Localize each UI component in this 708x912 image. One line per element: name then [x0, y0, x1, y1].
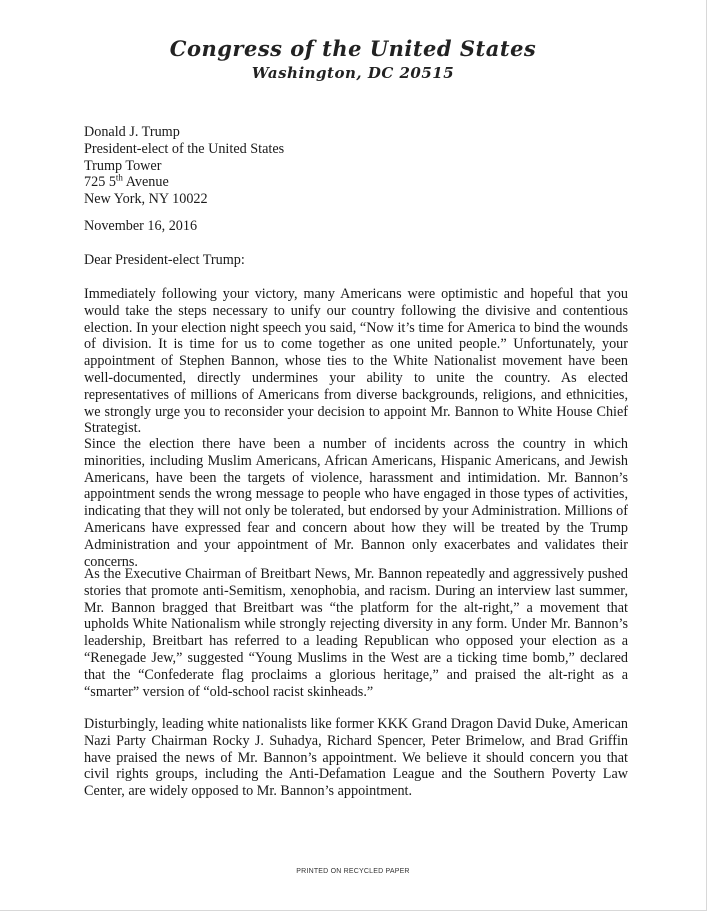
letter-date: November 16, 2016 [84, 218, 198, 234]
recipient-name: Donald J. Trump [84, 124, 180, 140]
paragraph-1: Immediately following your victory, many Americans were optimistic and hopeful that you would take the steps necessary to unify our country following the divisive and contentious election. In your election night speech you said, “Now it’s time for America to bind the wounds of division. It is time for us to come together as one united people.” Unfortunately, your appointment of Stephen Bannon, whose ties to the White Nationalist movement have been well-documented, directly undermines your ability to unite the country. As elected representatives of millions of Americans from diverse backgrounds, religions, and ethnicities, we strongly urge you to reconsider your decision to appoint Mr. Bannon to White House Chief Strategist. [84, 286, 628, 437]
paragraph-2: Since the election there have been a number of incidents across the country in which minorities, including Muslim Americans, African Americans, Hispanic Americans, and Jewish Americans, have been the targets of violence, harassment and intimidation. Mr. Bannon’s appointment sends the wrong message to people who have engaged in those types of activities, indicating that they will not only be tolerated, but endorsed by your Administration. Millions of Americans have expressed fear and concern about how they will be treated by the Trump Administration and your appointment of Mr. Bannon only exacerbates and validates their concerns. [84, 436, 628, 570]
street-number: 725 5 [84, 174, 116, 191]
letterhead-title: Congress of the United States [169, 36, 537, 61]
paragraph-3: As the Executive Chairman of Breitbart News, Mr. Bannon repeatedly and aggressively pushed stories that promote anti-Semitism, xenophobia, and racism. During an interview last summer, Mr. Bannon bragged that Breitbart was “the platform for the alt-right,” a movement that upholds White Nationalism while strongly rejecting diversity in any form. Under Mr. Bannon’s leadership, Breitbart has referred to a leading Republican who opposed your election as a “Renegade Jew,” suggested “Young Muslims in the West are a ticking time bomb,” declared that the “Confederate flag proclaims a glorious heritage,” and praised the alt-right as a “smarter” version of “old-school racist skinheads.” [84, 566, 628, 700]
street-name: Avenue [122, 174, 169, 191]
street-suffix: th [115, 172, 123, 183]
paragraph-4: Disturbingly, leading white nationalists like former KKK Grand Dragon David Duke, American Nazi Party Chairman Rocky J. Suhadya, Richard Spencer, Peter Brimelow, and Brad Griffin have praised the news of Mr. Bannon’s appointment. We believe it should concern you that civil rights groups, including the Anti-Defamation League and the Southern Poverty Law Center, are widely opposed to Mr. Bannon’s appointment. [84, 716, 628, 800]
recycled-paper-footer: PRINTED ON RECYCLED PAPER [296, 868, 410, 875]
recipient-address-block [84, 124, 628, 208]
salutation: Dear President-elect Trump: [84, 252, 245, 268]
recipient-building: Trump Tower [84, 157, 162, 174]
recipient-city: New York, NY 10022 [84, 191, 208, 208]
recipient-street [84, 174, 628, 191]
recipient-title: President-elect of the United States [84, 140, 285, 157]
letterhead-address: Washington, DC 20515 [251, 64, 455, 82]
